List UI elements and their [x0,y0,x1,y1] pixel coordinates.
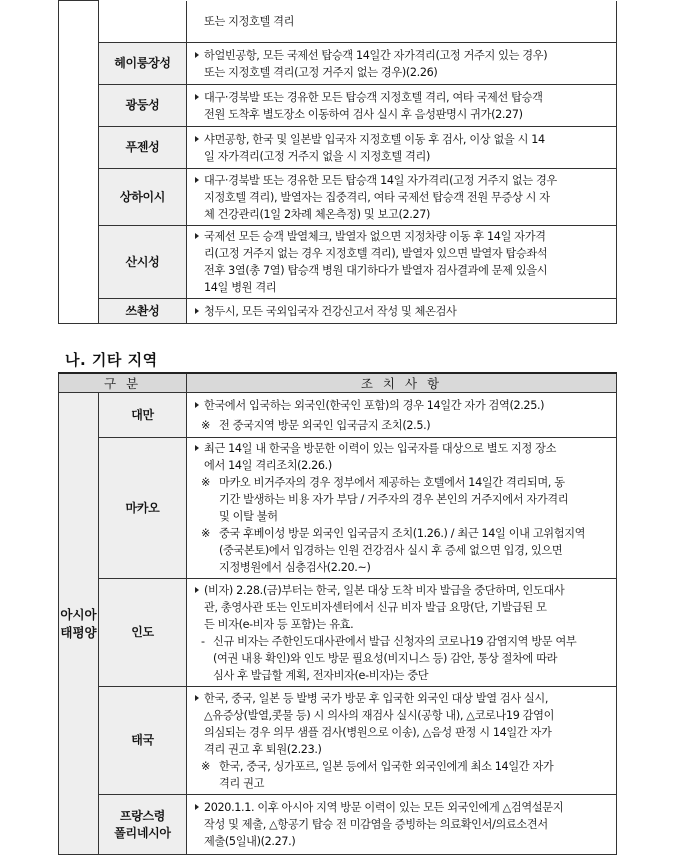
bullet-item [187,799,616,850]
measure-cell [187,127,617,169]
table-row [59,127,617,169]
measure-line: 14일 병원 격리 [204,281,277,294]
measure-line: △유증상(발열,콧물 등) 시 의사의 재검사 실시(공항 내), △코로나19 감염이 [204,708,555,722]
table-row [59,393,617,438]
measure-line: 작성 및 제출, △항공기 탑승 전 미감염을 증빙하는 의료확인서/의료소견서 [204,818,548,831]
measure-line: 체 건강관리(1일 2차례 체온측정) 및 보고(2.27) [204,207,430,221]
row-label: 상하이시 [99,169,187,226]
measure-line: 지정호텔 격리), 발열자는 집중격리, 여타 국제선 탑승객 전원 무증상 시 자 [204,190,550,204]
measure-cell [187,393,617,438]
region-cell-blank [59,1,99,324]
bullet-item [187,690,616,758]
measure-line: 2020.1.1. 이후 아시아 지역 방문 이력이 있는 모든 외국인에게 △검역설문지 [204,801,564,814]
measure-line: 샤먼공항, 한국 및 일본발 입국자 지정호텔 이동 후 검사, 이상 없을 시 14 [204,132,545,146]
section-title: 나. 기타 지역 [65,351,158,369]
table-row [59,43,617,85]
dash-item [187,633,616,684]
measure-line: 또는 지정호텔 격리(고정 거주지 없는 경우)(2.26) [204,65,438,79]
row-label-line: 폴리네시아 [114,825,171,840]
measure-cell [187,1,617,43]
measure-line: 전 중국지역 방문 외국인 입국금지 조치(2.5.) [219,418,431,432]
measure-cell [187,299,617,324]
table-row [59,169,617,226]
measure-line: 든 비자(e-비자 등 포함)는 유효. [204,617,354,631]
row-label: 쓰촨성 [99,299,187,324]
measure-line: 신규 비자는 주한인도대사관에서 발급 신청자의 코로나19 감염지역 방문 여부 [213,634,577,648]
measure-line: 및 이탈 불허 [219,510,278,523]
table-row [59,579,617,687]
measure-line: 최근 14일 내 한국을 방문한 이력이 있는 입국자를 대상으로 별도 지정 장소 [204,442,557,455]
row-label: 마카오 [99,438,187,579]
bullet-item [187,228,616,296]
row-label: 인도 [99,579,187,687]
row-label-line: 프랑스령 [119,808,166,823]
measure-line: (중국본토)에서 입경하는 인원 건강검사 실시 후 증세 없으면 입경, 있으면 [219,544,563,557]
table-row [59,226,617,299]
row-label: 광둥성 [99,85,187,127]
province-measures-table [58,0,617,324]
measure-line: 마카오 비거주자의 경우 정부에서 제공하는 호텔에서 14일간 격리되며, 동 [219,476,565,489]
measure-line: 청두시, 모든 국외입국자 건강신고서 작성 및 체온검사 [204,304,457,318]
measure-line: 또는 지정호텔 격리 [204,14,295,28]
row-label: 태국 [99,687,187,795]
measure-cell [187,226,617,299]
table-row [59,438,617,579]
header-measures: 조 치 사 항 [187,373,617,393]
table-row [59,1,617,43]
table-row [59,687,617,795]
row-label: 대만 [99,393,187,438]
note-item [187,525,616,576]
measure-line: 국제선 모든 승객 발열체크, 발열자 없으면 지정차량 이동 후 14일 자가격 [204,230,546,243]
measure-line: 에서 14일 격리조치(2.26.) [204,459,332,472]
measure-line: 지정병원에서 심층검사(2.20.~) [219,561,371,574]
measure-line: 하얼빈공항, 모든 국제선 탑승객 14일간 자가격리(고정 거주지 있는 경우) [204,48,548,62]
note-mark: ※ [201,527,211,540]
measure-line: 리(고정 거주지 없는 경우 지정호텔 격리), 발열자 있으면 발열자 탑승좌석 [204,247,548,260]
note-mark: ※ [201,418,211,432]
row-label-cell [99,1,187,43]
measure-line: 격리 권고 [219,776,265,790]
measure-line: 한국, 중국, 일본 등 발병 국가 방문 후 입국한 외국인 대상 발열 검사 실시, [204,691,549,705]
bullet-item [187,582,616,633]
measure-cell [187,169,617,226]
measure-cell [187,438,617,579]
bullet-item [187,397,616,414]
bullet-item [187,440,616,474]
header-category: 구 분 [59,373,187,393]
region-label-line: 태평양 [60,624,97,640]
measure-line: 격리 권고 후 퇴원(2.23.) [204,742,322,756]
note-item [187,474,616,525]
bullet-item [187,131,616,165]
row-label-cell [99,795,187,855]
measure-line: 관, 총영사관 또는 인도비자센터에서 신규 비자 발급 요망(단, 기발급된 모 [204,600,547,614]
measure-line: 전원 도착후 별도장소 이동하여 검사 실시 후 음성판명시 귀가(2.27) [204,107,523,121]
table-row [59,299,617,324]
measure-line: 중국 후베이성 방문 외국인 입국금지 조치(1.26.) / 최근 14일 이내 고위험지역 [219,527,586,540]
measure-line: 한국, 중국, 싱가포르, 일본 등에서 입국한 외국인에게 최소 14일간 자가 [219,759,554,773]
measure-line: 전후 3열(총 7열) 탑승객 병원 대기하다가 발열자 검사결과에 문제 있을시 [204,264,548,277]
measure-line: 대구·경북발 또는 경유한 모든 탑승객 14일 자가격리(고정 거주지 없는 경우 [204,173,557,187]
bullet-item [187,172,616,223]
row-label: 푸젠성 [99,127,187,169]
region-label-line: 아시아 [60,606,97,622]
measure-line: (비자) 2.28.(금)부터는 한국, 일본 대상 도착 비자 발급을 중단하며, 인도대사 [204,583,565,597]
row-label: 산시성 [99,226,187,299]
measure-line: 기간 발생하는 비용 자가 부담 / 거주자의 경우 본인의 거주지에서 자가격리 [219,493,569,506]
measure-line: 일 자가격리(고정 거주지 없을 시 지정호텔 격리) [204,149,430,163]
measure-line: 제출(5일내)(2.27.) [204,835,296,848]
region-label-cell [59,393,99,855]
note-mark: ※ [201,476,211,489]
note-mark: ※ [201,759,211,773]
bullet-item [187,303,616,320]
dash-mark: - [201,634,205,648]
table-row [59,795,617,855]
table-header-row [59,373,617,393]
measure-line: 의심되는 경우 의무 샘플 검사(병원으로 이송), △음성 판정 시 14일간 자가 [204,725,552,739]
measure-line: 심사 후 발급할 계획, 전자비자(e-비자)는 중단 [213,668,429,682]
measure-cell [187,795,617,855]
other-regions-table [58,372,617,855]
measure-line: 대구·경북발 또는 경유한 모든 탑승객 지정호텔 격리, 여타 국제선 탑승객 [204,90,543,104]
table-row [59,85,617,127]
measure-cell [187,579,617,687]
row-label: 헤이룽장성 [99,43,187,85]
measure-cell [187,43,617,85]
measure-line: 한국에서 입국하는 외국인(한국인 포함)의 경우 14일간 자가 검역(2.25.) [204,398,545,412]
measure-cell [187,687,617,795]
note-item [187,417,616,434]
note-item [187,758,616,792]
bullet-item [187,47,616,81]
measure-cell [187,85,617,127]
bullet-item [187,89,616,123]
measure-line: (여권 내용 확인)와 인도 방문 필요성(비지니스 등) 감안, 통상 절차에 따라 [213,651,558,665]
